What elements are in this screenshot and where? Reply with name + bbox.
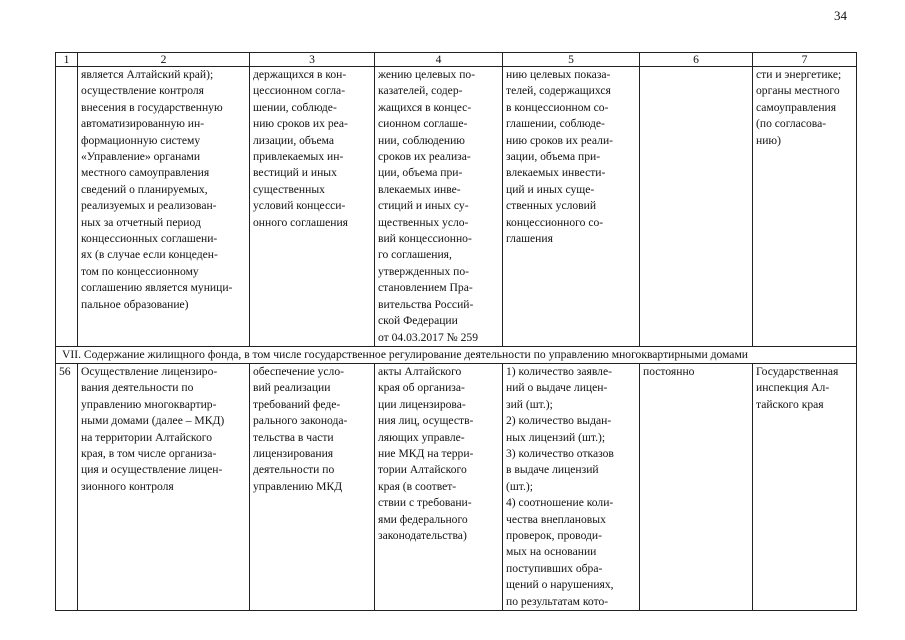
text-line: щественных усло- <box>378 215 469 229</box>
text-line: влекаемых инвести- <box>506 166 606 180</box>
text-line: (по согласова- <box>756 117 827 131</box>
text-line: акты Алтайского <box>378 364 462 378</box>
page-number: 34 <box>834 8 847 23</box>
text-line: условий концесси- <box>253 199 346 213</box>
text-line: ляющих управле- <box>378 430 465 444</box>
text-line: ние МКД на терри- <box>378 446 474 460</box>
cell-number: 56 <box>56 363 78 610</box>
plan-table <box>55 52 857 611</box>
text-line: 1) количество заявле- <box>506 364 612 378</box>
header-cell: 3 <box>250 53 375 67</box>
text-line: ными домами (далее – МКД) <box>81 414 225 428</box>
text-line: жащихся в концес- <box>378 100 472 114</box>
text-line: органы местного <box>756 84 840 98</box>
text-line: ции, объема при- <box>378 166 463 180</box>
text-line: законодательства) <box>378 528 467 542</box>
text-line: тайского края <box>756 397 824 411</box>
text-line: вий концессионно- <box>378 232 472 246</box>
text-line: рального законода- <box>253 414 348 428</box>
text-line: телей, содержащихся <box>506 84 611 98</box>
text-line: сионном соглаше- <box>378 117 468 131</box>
text-line: в концессионном со- <box>506 100 609 114</box>
cell-legal-acts <box>375 363 503 610</box>
text-line: ях (в случае если концеден- <box>81 248 218 262</box>
text-line: деятельности по <box>253 463 335 477</box>
text-line: (шт.); <box>506 479 533 493</box>
text-line: реализуемых и реализован- <box>81 199 217 213</box>
header-cell: 1 <box>56 53 78 67</box>
text-line: края об организа- <box>378 381 465 395</box>
text-line: Осуществление лицензиро- <box>81 364 218 378</box>
text-line: лизации, объема <box>253 133 335 147</box>
cell-indicators <box>503 67 640 347</box>
text-line: постоянно <box>643 364 695 378</box>
text-line: соглашению является муници- <box>81 281 233 295</box>
text-line: жению целевых по- <box>378 68 476 81</box>
text-line: вий реализации <box>253 381 331 395</box>
text-line: лицензирования <box>253 446 334 460</box>
text-line: концессионного со- <box>506 215 604 229</box>
text-line: Государственная <box>756 364 839 378</box>
text-line: вания деятельности по <box>81 381 194 395</box>
text-line: ями федерального <box>378 512 468 526</box>
text-line: ской Федерации <box>378 314 458 328</box>
cell-executors <box>753 67 857 347</box>
text-line: держащихся в кон- <box>253 68 347 81</box>
text-line: глашения <box>506 232 553 246</box>
text-line: управлению МКД <box>253 479 343 493</box>
text-line: ции лицензирова- <box>378 397 466 411</box>
text-line: ций и иных суще- <box>506 182 595 196</box>
text-line: цессионном согла- <box>253 84 346 98</box>
text-line: утвержденных по- <box>378 264 470 278</box>
text-line: вестиций и иных <box>253 166 337 180</box>
text-line: в выдаче лицензий <box>506 463 599 477</box>
text-line: тельства в части <box>253 430 334 444</box>
text-line: 3) количество отказов <box>506 446 614 460</box>
cell-goal <box>250 363 375 610</box>
text-line: существенных <box>253 182 325 196</box>
text-line: от 04.03.2017 № 259 <box>378 330 479 344</box>
cell-legal-acts <box>375 67 503 347</box>
header-cell: 4 <box>375 53 503 67</box>
text-line: сроков их реализа- <box>378 150 471 164</box>
header-cell: 7 <box>753 53 857 67</box>
text-line: щений о нарушениях, <box>506 578 614 592</box>
text-line: ственных условий <box>506 199 597 213</box>
header-row <box>56 53 857 67</box>
cell-measure <box>78 67 250 347</box>
text-line: зий (шт.); <box>506 397 553 411</box>
text-line: проверок, проводи- <box>506 528 602 542</box>
text-line: нию) <box>756 133 781 147</box>
text-line: сти и энергетике; <box>756 68 842 81</box>
text-line: нию сроков их реа- <box>253 117 348 131</box>
section-title: VII. Содержание жилищного фонда, в том числе государственное регулирование деятельности по управлению многоквартирными домами <box>56 346 857 363</box>
text-line: мых на основании <box>506 545 597 559</box>
text-line: края (в соответ- <box>378 479 457 493</box>
cell-deadline <box>640 363 753 610</box>
text-line: требований феде- <box>253 397 341 411</box>
text-line: нию сроков их реали- <box>506 133 614 147</box>
text-line: становлением Пра- <box>378 281 473 295</box>
text-line: края, в том числе организа- <box>81 446 217 460</box>
text-line: сведений о планируемых, <box>81 182 208 196</box>
section-row <box>56 346 857 363</box>
text-line: го соглашения, <box>378 248 452 262</box>
text-line: вительства Россий- <box>378 297 474 311</box>
cell-indicators <box>503 363 640 610</box>
text-line: ний о выдаче лицен- <box>506 381 608 395</box>
text-line: автоматизированную ин- <box>81 117 205 131</box>
cell-measure <box>78 363 250 610</box>
header-cell: 2 <box>78 53 250 67</box>
text-line: привлекаемых ин- <box>253 150 344 164</box>
cell-deadline <box>640 67 753 347</box>
text-line: влекаемых инве- <box>378 182 461 196</box>
header-cell: 6 <box>640 53 753 67</box>
cell-executors <box>753 363 857 610</box>
text-line: онного соглашения <box>253 215 349 229</box>
text-line: глашении, соблюде- <box>506 117 605 131</box>
text-line: концессионных соглашени- <box>81 232 218 246</box>
text-line: нии, соблюдению <box>378 133 465 147</box>
text-line: является Алтайский край); <box>81 68 214 81</box>
text-line: ния лиц, осуществ- <box>378 414 474 428</box>
text-line: внесения в государственную <box>81 100 223 114</box>
text-line: ция и осуществление лицен- <box>81 463 223 477</box>
text-line: по результатам кото- <box>506 594 609 608</box>
text-line: чества внеплановых <box>506 512 606 526</box>
text-line: инспекция Ал- <box>756 381 830 395</box>
text-line: ствии с требовани- <box>378 496 472 510</box>
text-line: обеспечение усло- <box>253 364 345 378</box>
text-line: ных за отчетный период <box>81 215 201 229</box>
header-cell: 5 <box>503 53 640 67</box>
table-row <box>56 67 857 347</box>
text-line: ных лицензий (шт.); <box>506 430 606 444</box>
text-line: на территории Алтайского <box>81 430 213 444</box>
text-line: «Управление» органами <box>81 150 201 164</box>
text-line: местного самоуправления <box>81 166 210 180</box>
cell-number <box>56 67 78 347</box>
text-line: нию целевых показа- <box>506 68 611 81</box>
text-line: казателей, содер- <box>378 84 463 98</box>
text-line: стиций и иных су- <box>378 199 469 213</box>
text-line: осуществление контроля <box>81 84 204 98</box>
text-line: зации, объема при- <box>506 150 601 164</box>
text-line: тории Алтайского <box>378 463 467 477</box>
text-line: самоуправления <box>756 100 837 114</box>
text-line: 2) количество выдан- <box>506 414 612 428</box>
text-line: том по концессионному <box>81 264 199 278</box>
cell-goal <box>250 67 375 347</box>
text-line: шении, соблюде- <box>253 100 337 114</box>
text-line: формационную систему <box>81 133 201 147</box>
table-row <box>56 363 857 610</box>
text-line: зионного контроля <box>81 479 174 493</box>
text-line: управлению многоквартир- <box>81 397 217 411</box>
text-line: пальное образование) <box>81 297 189 311</box>
text-line: 4) соотношение коли- <box>506 496 614 510</box>
text-line: поступивших обра- <box>506 561 603 575</box>
